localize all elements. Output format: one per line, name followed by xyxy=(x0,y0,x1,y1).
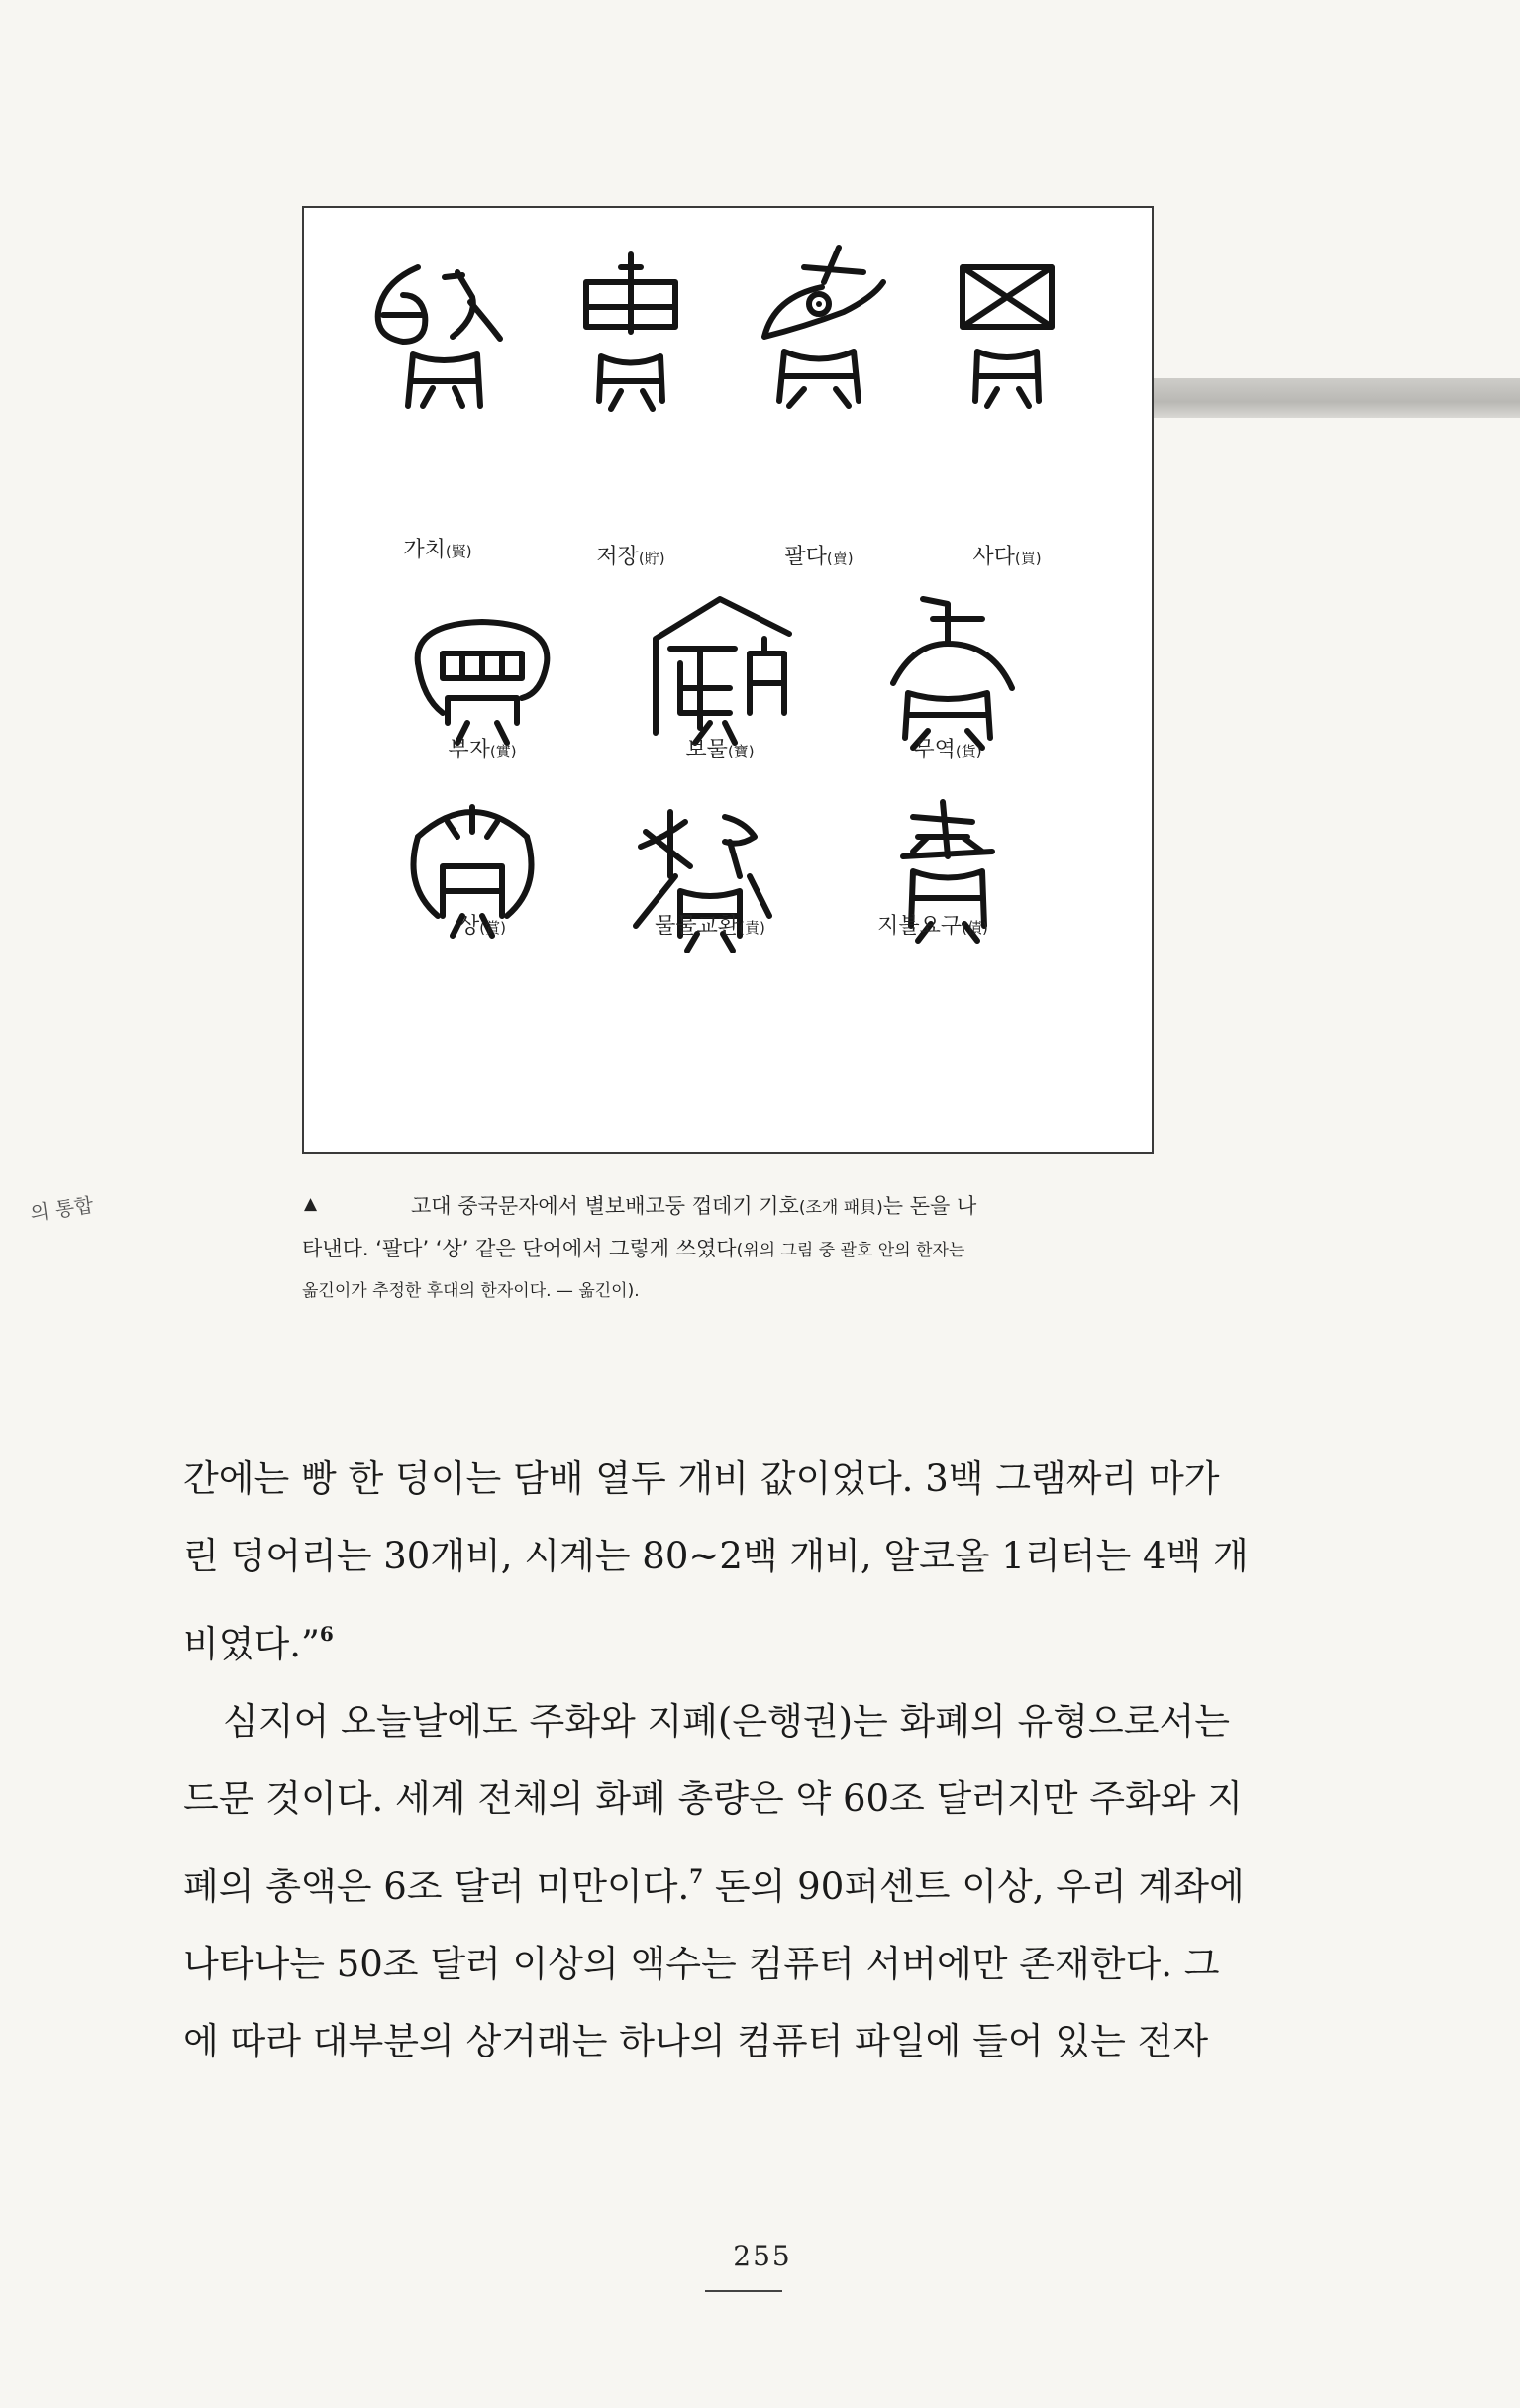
buy-glyph-icon xyxy=(948,252,1066,411)
footnote-ref: 6 xyxy=(319,1622,334,1646)
folded-paper-strip xyxy=(1154,378,1520,418)
cowrie-glyph-figure xyxy=(302,206,1154,1154)
body-line: 비였다.”$^6$ xyxy=(183,1622,334,1665)
caption-line-2: 타낸다. ‘팔다’ ‘상’ 같은 단어에서 그렇게 쓰였다(위의 그림 중 괄호 안의 한자는 xyxy=(302,1237,965,1260)
glyph-label-trade: 무역(貨) xyxy=(913,738,982,762)
footnote-ref: 7 xyxy=(689,1864,704,1888)
body-line: 심지어 오늘날에도 주화와 지폐(은행권)는 화폐의 유형으로서는 xyxy=(223,1700,1230,1743)
body-text xyxy=(183,1441,1312,2080)
treasure-glyph-icon xyxy=(641,594,799,752)
side-chapter-tab: 의 통합 xyxy=(28,1192,95,1226)
body-line: 간에는 빵 한 덩이는 담배 열두 개비 값이었다. 3백 그램짜리 마가 xyxy=(183,1457,1220,1500)
caption-line-1: 고대 중국문자에서 별보배고둥 껍데기 기호(조개 패貝)는 돈을 나 xyxy=(411,1194,977,1218)
body-line: 폐의 총액은 6조 달러 미만이다.$^7$ 돈의 90퍼센트 이상, 우리 계좌에 xyxy=(183,1864,1245,1908)
glyph-label-barter: 물물교환(責) xyxy=(655,914,765,939)
caption-marker-icon: ▲ xyxy=(304,1194,318,1214)
sell-glyph-icon xyxy=(745,243,893,411)
storage-glyph-icon xyxy=(571,252,690,411)
glyph-label-rich: 부자(實) xyxy=(448,738,517,762)
glyph-label-reward: 상(賞) xyxy=(458,914,506,939)
trade-glyph-icon xyxy=(873,594,1022,752)
page-number: 255 xyxy=(733,2240,792,2272)
body-line: 에 따라 대부분의 상거래는 하나의 컴퓨터 파일에 들어 있는 전자 xyxy=(183,2020,1209,2062)
glyph-label-payment-demand: 지불요구(債) xyxy=(877,914,988,939)
glyph-label-treasure: 보물(寶) xyxy=(685,738,755,762)
page-number-rule xyxy=(705,2290,782,2292)
caption-line-3: 옮긴이가 추정한 후대의 한자이다. — 옮긴이). xyxy=(302,1281,640,1301)
glyph-label-storage: 저장(貯) xyxy=(596,545,665,569)
figure-caption xyxy=(302,1186,1173,1312)
body-line: 나타나는 50조 달러 이상의 액수는 컴퓨터 서버에만 존재한다. 그 xyxy=(183,1943,1220,1985)
value-glyph-icon xyxy=(363,257,512,406)
glyph-label-sell: 팔다(賣) xyxy=(784,545,854,569)
body-line: 드문 것이다. 세계 전체의 화폐 총량은 약 60조 달러지만 주화와 지 xyxy=(183,1777,1244,1820)
glyph-label-value: 가치(賢) xyxy=(403,538,472,562)
glyph-label-buy: 사다(買) xyxy=(972,545,1042,569)
body-line: 린 덩어리는 30개비, 시계는 80~2백 개비, 알코올 1리터는 4백 개 xyxy=(183,1535,1249,1577)
rich-glyph-icon xyxy=(403,604,561,752)
